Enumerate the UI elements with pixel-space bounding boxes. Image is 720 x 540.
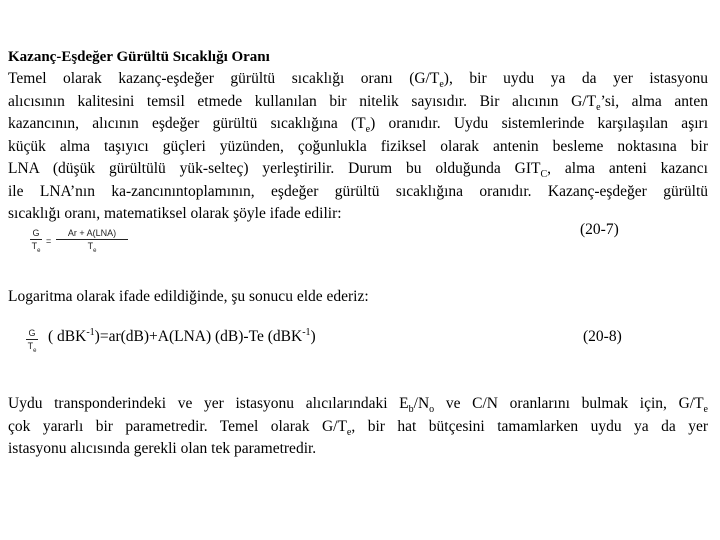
- section-title: Kazanç-Eşdeğer Gürültü Sıcaklığı Oranı: [8, 49, 270, 65]
- eq-rhs-denominator: $T_e$: [87, 241, 97, 254]
- paragraph-logarithm: Logaritma olarak ifade edildiğinde, şu sonucu elde ederiz:: [8, 288, 369, 305]
- paragraph-line: sıcaklığı oranı, matematiksel olarak şöyle ifade edilir:: [8, 205, 342, 222]
- eq-lhs-numerator: G: [28, 328, 36, 338]
- paragraph-conclusion: [8, 393, 708, 461]
- eq-equals: =: [46, 236, 52, 246]
- equation-20-8-fraction: [26, 328, 40, 358]
- equation-20-8: ( dBK$^{-1}$)=ar(dB)+A(LNA) (dB)-Te (dBK$^{-1}$): [48, 326, 316, 345]
- eq-lhs-numerator: G: [32, 228, 40, 238]
- paragraph-line: küçük alma taşıyıcı güçleri yüzünden, çoğunlukla fiziksel olarak antenin besleme noktasına bir: [8, 137, 708, 155]
- eq-rhs-numerator: Ar + A(LNA): [67, 228, 117, 238]
- equation-number: (20-8): [583, 328, 622, 345]
- eq-lhs-denominator: $T_e$: [31, 241, 41, 254]
- paragraph-line: Uydu transponderindeki ve yer istasyonu alıcılarındaki $E_b/N_o$ ve C/N oranlarını bulmak için, $G/T_e$: [8, 395, 708, 416]
- paragraph-line: LNA (düşük gürültülü yük-selteç) yerleştirilir. Durum bu olduğunda $GIT_C$, alma anteni kazancı: [8, 160, 708, 181]
- paragraph-intro: [8, 68, 708, 226]
- paragraph-line: Temel olarak kazanç-eşdeğer gürültü sıcaklığı oranı $(G/T_e)$, bir uydu ya da yer istasyonu: [8, 70, 708, 91]
- equation-20-7: [30, 228, 140, 260]
- paragraph-line: çok yararlı bir parametredir. Temel olarak $G/T_e$, bir hat bütçesini tamamlarken uydu ya da yer: [8, 417, 708, 438]
- paragraph-line: istasyonu alıcısında gerekli olan tek parametredir.: [8, 440, 317, 457]
- eq-lhs-denominator: $T_e$: [27, 341, 37, 354]
- equation-number: (20-7): [580, 221, 619, 238]
- paragraph-line: ile LNA’nın ka-zancınıntoplamının, eşdeğer gürültü sıcaklığına oranıdır. Kazanç-eşdeğer gürültü: [8, 182, 708, 200]
- paragraph-line: alıcısının kalitesini temsil etmede kullanılan bir nitelik sayısıdır. Bir alıcının $G/T_e’si$, alma anten: [8, 92, 708, 113]
- paragraph-line: kazancının, alıcının eşdeğer gürültü sıcaklığına $(T_e)$ oranıdır. Uydu sistemlerinde karşılaşılan aşırı: [8, 115, 708, 136]
